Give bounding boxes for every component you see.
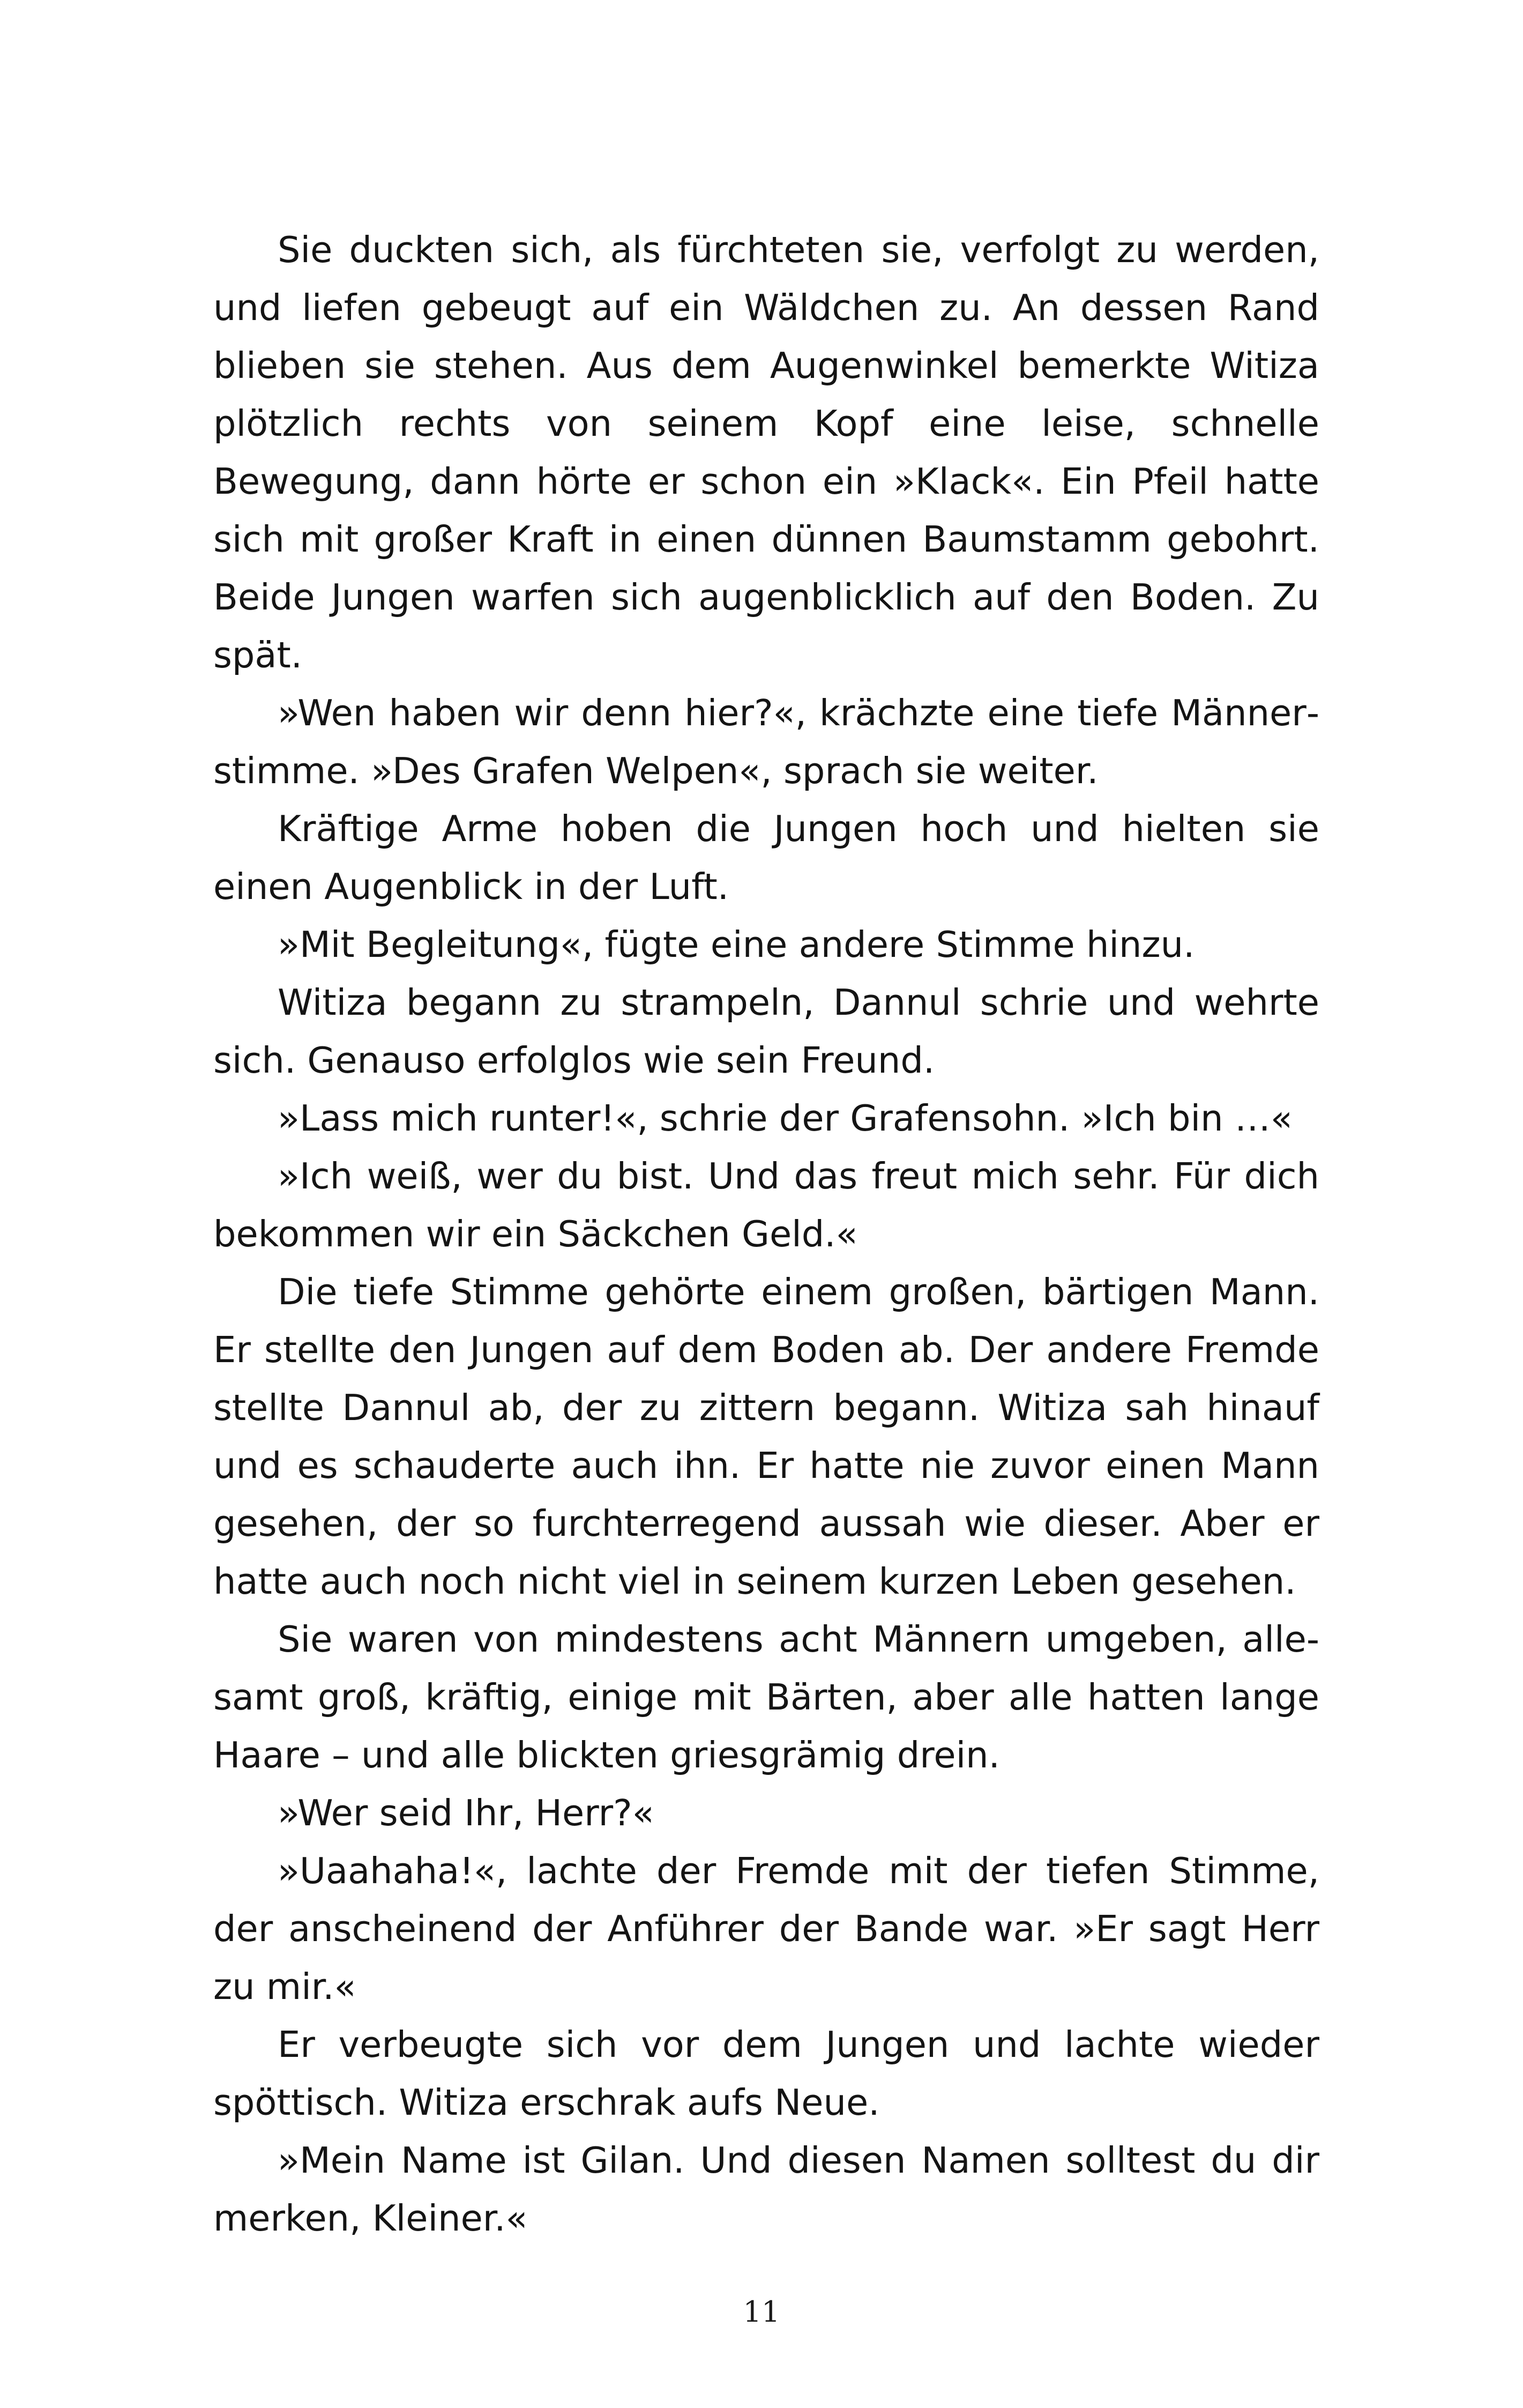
paragraph: Er verbeugte sich vor dem Jungen und lachte wieder spöttisch. Witiza erschrak aufs Neue. [213,2024,1319,2123]
paragraph: Die tiefe Stimme gehörte einem großen, bärtigen Mann. Er stellte den Jungen auf dem Boden ab. Der andere Fremde stellte Dannul ab, der zu zittern begann. Witiza sah hinauf und es schauderte auch ihn. Er hatte nie zuvor einen Mann gesehen, der so furchterregend aussah wie dieser. Aber er hatte auch noch nicht viel in seinem kurzen Leben gesehen. [213,1271,1319,1602]
body-text [213,221,1319,2247]
paragraph: »Ich weiß, wer du bist. Und das freut mich sehr. Für dich bekommen wir ein Säckchen Geld.« [213,1155,1319,1255]
paragraph: Sie waren von mindestens acht Männern umgeben, allesamt groß, kräftig, einige mit Bärten, aber alle hatten lange Haare – und alle blickten griesgrämig drein. [213,1618,1319,1776]
paragraph: Witiza begann zu strampeln, Dannul schrie und wehrte sich. Genauso erfolglos wie sein Freund. [213,982,1319,1081]
paragraph: »Wen haben wir denn hier?«, krächzte eine tiefe Männerstimme. »Des Grafen Welpen«, sprach sie weiter. [213,692,1319,792]
paragraph: »Lass mich runter!«, schrie der Grafensohn. »Ich bin …« [278,1097,1293,1139]
paragraph: Kräftige Arme hoben die Jungen hoch und hielten sie einen Augenblick in der Luft. [213,808,1319,908]
page-number: 11 [743,2295,780,2329]
paragraph: Sie duckten sich, als fürchteten sie, verfolgt zu werden, und liefen gebeugt auf ein Wäldchen zu. An dessen Rand blieben sie stehen. Aus dem Augenwinkel bemerkte Witiza plötzlich rechts von seinem Kopf eine leise, schnelle Bewegung, dann hörte er schon ein »Klack«. Ein Pfeil hatte sich mit großer Kraft in einen dünnen Baumstamm gebohrt. Beide Jungen warfen sich augenblicklich auf den Boden. Zu spät. [213,229,1319,676]
paragraph: »Mein Name ist Gilan. Und diesen Namen solltest du dir merken, Kleiner.« [213,2139,1319,2239]
paragraph: »Wer seid Ihr, Herr?« [278,1792,654,1834]
paragraph: »Mit Begleitung«, fügte eine andere Stimme hinzu. [278,924,1195,965]
paragraph: »Uaahaha!«, lachte der Fremde mit der tiefen Stimme, der anscheinend der Anführer der Bande war. »Er sagt Herr zu mir.« [213,1850,1319,2008]
